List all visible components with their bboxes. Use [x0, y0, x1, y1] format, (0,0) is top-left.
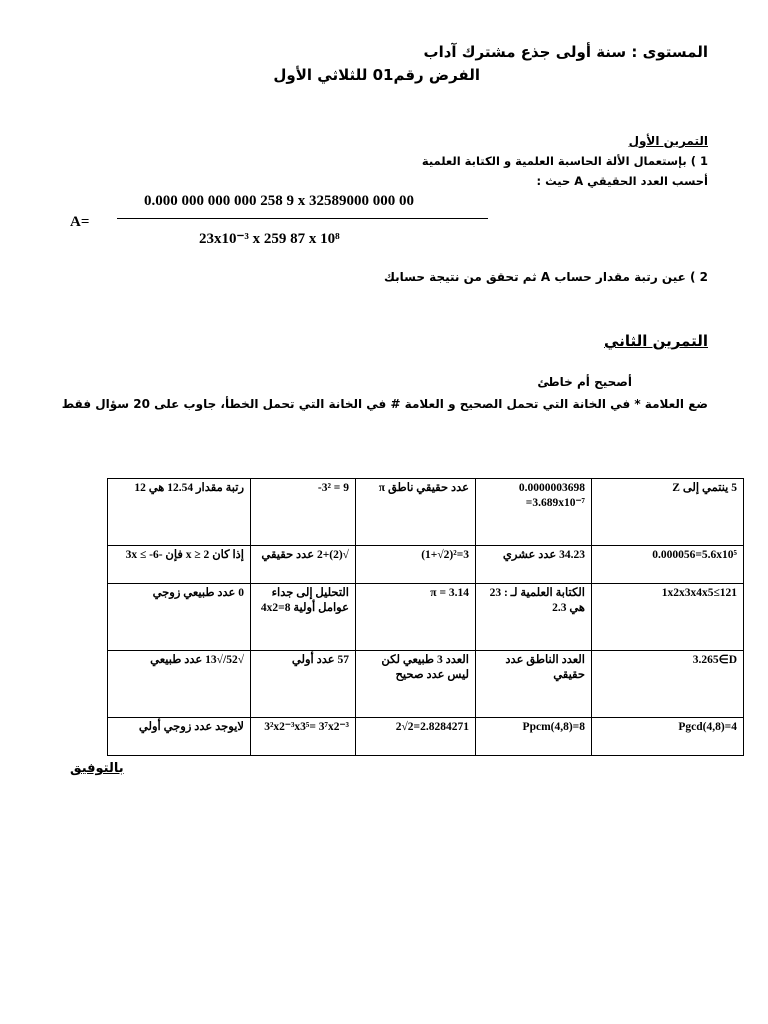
- table-cell: العدد الناطق عدد حقيقي: [476, 650, 592, 717]
- table-cell: التحليل إلى جداء عوامل أولية 8=4x2: [251, 584, 356, 651]
- level-line: المستوى : سنة أولى جذع مشترك آداب: [423, 43, 708, 61]
- table-cell: العدد 3 طبيعي لكن ليس عدد صحيح: [356, 650, 476, 717]
- table-cell: Ppcm(4,8)=8: [476, 717, 592, 755]
- table-cell: -3² = 9: [251, 479, 356, 546]
- fraction-bar: [117, 218, 488, 219]
- table-cell: رتبة مقدار 12.54 هي 12: [108, 479, 251, 546]
- table-cell: Pgcd(4,8)=4: [592, 717, 744, 755]
- fraction-denominator: 23x10⁻³ x 259 87 x 10⁸: [199, 231, 340, 247]
- exercise2-title: التمرين الثاني: [604, 332, 708, 350]
- table-cell: إذا كان x ≥ 2 فإن -3x ≤ -6: [108, 545, 251, 583]
- table-cell: 3²x2⁻³x3⁵= 3⁷x2⁻³: [251, 717, 356, 755]
- test-title: الفرض رقم01 للثلاثي الأول: [273, 66, 480, 84]
- exercise2-instruction: ضع العلامة * في الخانة التي تحمل الصحيح و العلامة # في الخانة التي تحمل الخطأ، جاوب على 20 سؤال فقط: [61, 397, 708, 411]
- table-cell: 0.0000003698 =3.689x10⁻⁷: [476, 479, 592, 546]
- table-cell: لايوجد عدد زوجي أولي: [108, 717, 251, 755]
- exercise1-question2: 2 ) عين رتبة مقدار حساب A ثم تحقق من نتيجة حسابك: [383, 270, 708, 284]
- table-cell: 5 ينتمي إلى Z: [592, 479, 744, 546]
- table-cell: 3.265∈D: [592, 650, 744, 717]
- a-label: A=: [70, 214, 90, 230]
- true-false-table: [107, 478, 744, 756]
- exercise1-title: التمرين الأول: [628, 134, 708, 148]
- table-row: [108, 479, 744, 546]
- table-cell: 1x2x3x4x5≤121: [592, 584, 744, 651]
- table-row: [108, 584, 744, 651]
- table-cell: 0 عدد طبيعي زوجي: [108, 584, 251, 651]
- table-cell: 2√2=2.8284271: [356, 717, 476, 755]
- table-row: [108, 717, 744, 755]
- exercise1-question1: 1 ) بإستعمال الألة الحاسبة العلمية و الكتابة العلمية: [421, 154, 708, 168]
- table-cell: √(2)+2 عدد حقيقي: [251, 545, 356, 583]
- fraction-numerator: 0.000 000 000 000 258 9 x 32589000 000 00: [144, 193, 414, 209]
- table-cell: π = 3.14: [356, 584, 476, 651]
- table-cell: (1+√2)²=3: [356, 545, 476, 583]
- table-cell: √52/√13 عدد طبيعي: [108, 650, 251, 717]
- exercise1-question1-line2: أحسب العدد الحقيقي A حيث :: [536, 174, 708, 188]
- table-cell: π عدد حقيقي ناطق: [356, 479, 476, 546]
- table-row: [108, 545, 744, 583]
- table-cell: 0.000056=5.6x10⁵: [592, 545, 744, 583]
- table-cell: الكتابة العلمية لـ : 23 هي 2.3: [476, 584, 592, 651]
- exercise2-subtitle: أصحيح أم خاطئ: [537, 375, 632, 389]
- closing-note: بالتوفيق: [70, 761, 124, 776]
- table-row: [108, 650, 744, 717]
- table-cell: 57 عدد أولي: [251, 650, 356, 717]
- table-cell: 34.23 عدد عشري: [476, 545, 592, 583]
